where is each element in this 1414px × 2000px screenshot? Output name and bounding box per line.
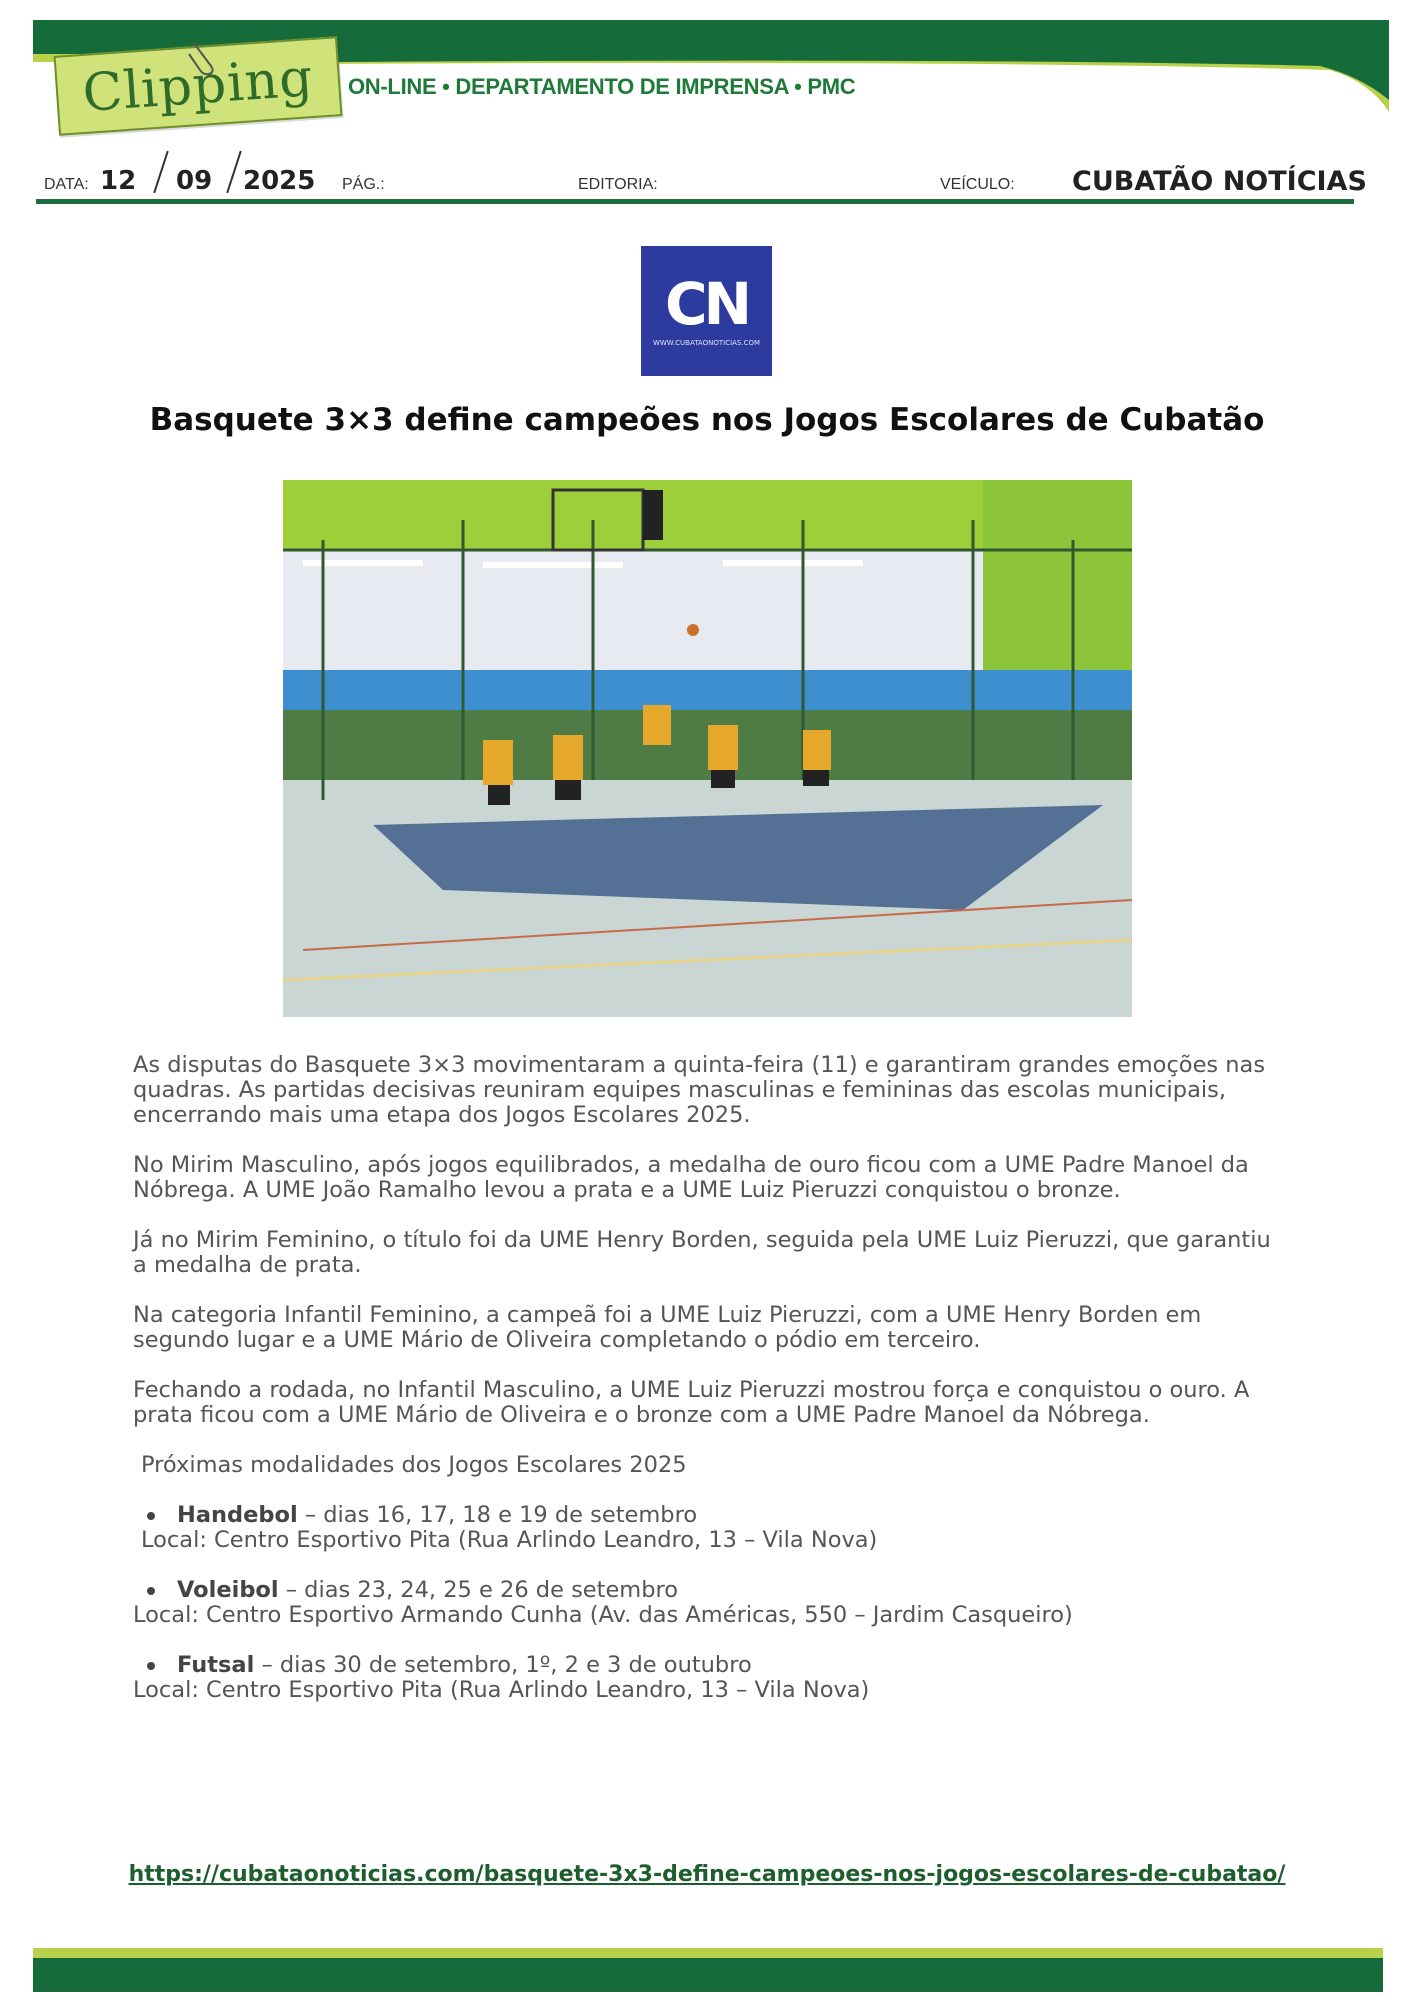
- article-paragraph: Na categoria Infantil Feminino, a campeã foi a UME Luiz Pieruzzi, com a UME Henry Borden em segundo lugar e a UME Mário de Oliveira completando o pódio em terceiro.: [133, 1302, 1202, 1353]
- source-link[interactable]: https://cubataonoticias.com/basquete-3x3-define-campeoes-nos-jogos-escolares-de-cubatao/: [128, 1862, 1286, 1887]
- bullet-icon: [147, 1662, 155, 1670]
- editoria-label: EDITORIA:: [578, 176, 658, 193]
- event-name: Voleibol: [177, 1577, 279, 1603]
- event-name: Handebol: [177, 1502, 298, 1528]
- article-paragraph: Já no Mirim Feminino, o título foi da UME Henry Borden, seguida pela UME Luiz Pieruzzi, que garantiu a medalha de prata.: [133, 1227, 1271, 1278]
- article-paragraph: As disputas do Basquete 3×3 movimentaram a quinta-feira (11) e garantiram grandes emoções nas quadras. As partidas decisivas reuniram equipes masculinas e femininas das escolas municipais, encerrando mais uma etapa dos Jogos Escolares 2025.: [133, 1052, 1266, 1128]
- event-dates: – dias 30 de setembro, 1º, 2 e 3 de outubro: [254, 1652, 752, 1678]
- bullet-icon: [147, 1587, 155, 1595]
- event-item: [133, 1503, 1283, 1528]
- veiculo-name: CUBATÃO NOTÍCIAS: [1072, 166, 1367, 197]
- event-item: [133, 1578, 1283, 1603]
- footer-band-light: [33, 1948, 1383, 1958]
- date-day: 12: [100, 166, 137, 196]
- veiculo-label: VEÍCULO:: [940, 176, 1015, 193]
- event-dates: – dias 23, 24, 25 e 26 de setembro: [278, 1577, 679, 1603]
- meta-divider: [36, 199, 1354, 204]
- bullet-icon: [147, 1512, 155, 1520]
- logo-url: WWW.CUBATAONOTICIAS.COM: [652, 339, 761, 347]
- event-dates: – dias 16, 17, 18 e 19 de setembro: [297, 1502, 698, 1528]
- event-name: Futsal: [177, 1652, 255, 1678]
- event-location: Local: Centro Esportivo Pita (Rua Arlindo Leandro, 13 – Vila Nova): [141, 1527, 878, 1553]
- next-events-title: Próximas modalidades dos Jogos Escolares 2025: [141, 1452, 687, 1478]
- logo-mark: CN: [664, 270, 749, 338]
- paperclip-icon: [185, 36, 225, 76]
- article-body: [133, 1053, 1283, 1728]
- event-location: Local: Centro Esportivo Pita (Rua Arlindo Leandro, 13 – Vila Nova): [133, 1677, 870, 1703]
- clipping-label: Clipping: [54, 36, 343, 136]
- date-year: 2025: [243, 166, 316, 196]
- basketball-photo: [283, 480, 1132, 1017]
- date-month: 09: [176, 166, 213, 196]
- clipping-subtitle: ON-LINE • DEPARTAMENTO DE IMPRENSA • PMC: [348, 74, 856, 99]
- event-item: [133, 1653, 1283, 1678]
- event-location: Local: Centro Esportivo Armando Cunha (Av. das Américas, 550 – Jardim Casqueiro): [133, 1602, 1073, 1628]
- article-paragraph: Fechando a rodada, no Infantil Masculino, a UME Luiz Pieruzzi mostrou força e conquistou o ouro. A prata ficou com a UME Mário de Oliveira e o bronze com a UME Padre Manoel da Nóbrega.: [133, 1377, 1250, 1428]
- article-paragraph: No Mirim Masculino, após jogos equilibrados, a medalha de ouro ficou com a UME Padre Manoel da Nóbrega. A UME João Ramalho levou a prata e a UME Luiz Pieruzzi conquistou o bronze.: [133, 1152, 1249, 1203]
- publication-logo: [641, 246, 772, 376]
- date-label: DATA:: [44, 176, 89, 193]
- page-label: PÁG.:: [342, 176, 385, 193]
- footer-band-dark: [33, 1958, 1383, 1992]
- article-title: Basquete 3×3 define campeões nos Jogos Escolares de Cubatão: [149, 402, 1265, 438]
